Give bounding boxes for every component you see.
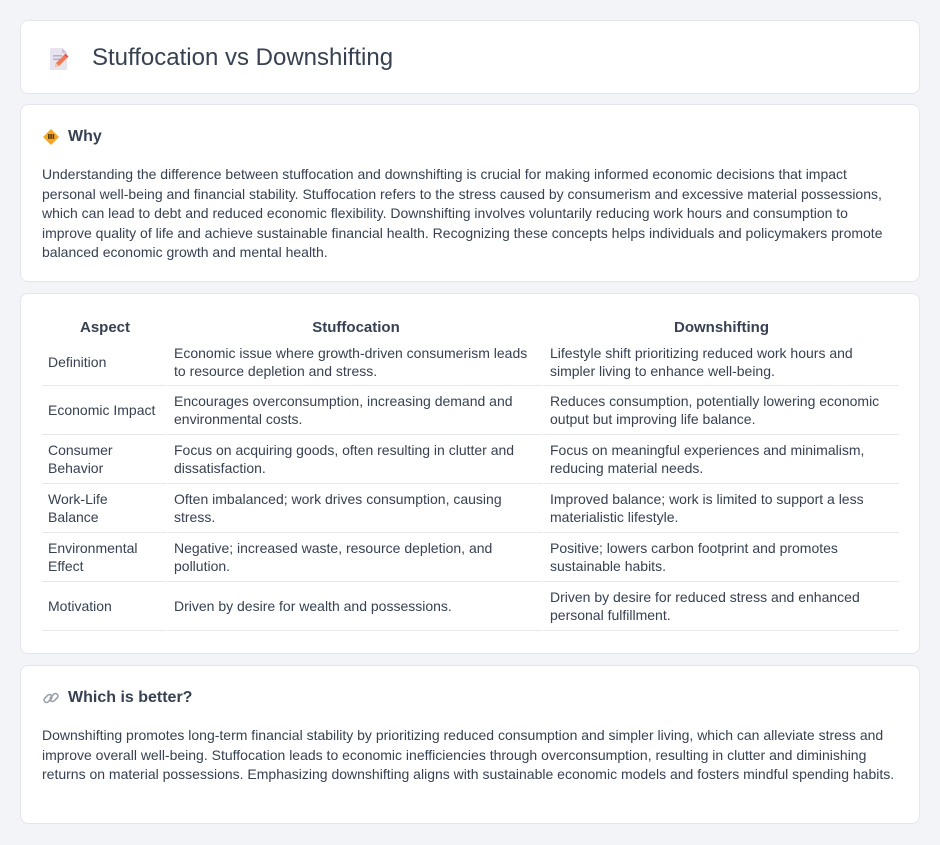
diamond-warning-icon bbox=[42, 128, 60, 146]
downshifting-cell: Improved balance; work is limited to support a less materialistic lifestyle. bbox=[544, 484, 899, 533]
page-title: Stuffocation vs Downshifting bbox=[92, 44, 394, 71]
stuffocation-cell: Encourages overconsumption, increasing demand and environmental costs. bbox=[168, 386, 544, 435]
better-text: Downshifting promotes long-term financial stability by prioritizing reduced consumption and simpler living, which can alleviate stress and improve overall well-being. Stuffocation leads to economic inefficiencies through overconsumption, resulting in clutter and diminishing returns on material possessions. Emphasizing downshifting aligns with sustainable economic models and fosters mindful spending habits. bbox=[42, 727, 895, 783]
aspect-cell: Environmental Effect bbox=[42, 533, 168, 582]
aspect-cell: Economic Impact bbox=[42, 386, 168, 435]
stuffocation-cell: Often imbalanced; work drives consumption, causing stress. bbox=[168, 484, 544, 533]
aspect-cell: Work-Life Balance bbox=[42, 484, 168, 533]
better-heading bbox=[42, 688, 192, 708]
aspect-cell: Definition bbox=[42, 338, 168, 386]
header-aspect: Aspect bbox=[79, 319, 131, 336]
header-downshifting: Downshifting bbox=[674, 319, 769, 336]
table-row bbox=[42, 484, 899, 533]
table-row bbox=[42, 386, 899, 435]
downshifting-cell: Focus on meaningful experiences and minimalism, reducing material needs. bbox=[544, 435, 899, 484]
comparison-table bbox=[42, 317, 899, 631]
table-row bbox=[42, 338, 899, 386]
why-text: Understanding the difference between stuffocation and downshifting is crucial for making informed economic decisions that impact personal well-being and financial stability. Stuffocation refers to the stress caused by consumerism and excessive material possessions, which can lead to debt and reduced economic flexibility. Downshifting involves voluntarily reducing work hours and consumption to improve quality of life and achieve sustainable financial health. Recognizing these concepts helps individuals and policymakers promote balanced economic growth and mental health. bbox=[42, 166, 883, 261]
header-stuffocation: Stuffocation bbox=[312, 319, 400, 336]
comparison-section bbox=[20, 293, 920, 654]
aspect-cell: Consumer Behavior bbox=[42, 435, 168, 484]
link-icon bbox=[42, 689, 60, 707]
downshifting-cell: Reduces consumption, potentially lowering economic output but improving life balance. bbox=[544, 386, 899, 435]
downshifting-cell: Driven by desire for reduced stress and enhanced personal fulfillment. bbox=[544, 582, 899, 631]
why-heading bbox=[42, 127, 102, 147]
aspect-cell: Motivation bbox=[42, 582, 168, 631]
stuffocation-cell: Focus on acquiring goods, often resulting in clutter and dissatisfaction. bbox=[168, 435, 544, 484]
document-pencil-icon bbox=[48, 47, 70, 71]
stuffocation-cell: Economic issue where growth-driven consumerism leads to resource depletion and stress. bbox=[168, 338, 544, 386]
stuffocation-cell: Driven by desire for wealth and possessions. bbox=[168, 582, 544, 631]
better-title: Which is better? bbox=[68, 689, 193, 706]
why-title: Why bbox=[68, 128, 102, 145]
table-header-row bbox=[42, 317, 899, 338]
downshifting-cell: Positive; lowers carbon footprint and promotes sustainable habits. bbox=[544, 533, 899, 582]
stuffocation-cell: Negative; increased waste, resource depletion, and pollution. bbox=[168, 533, 544, 582]
table-row bbox=[42, 533, 899, 582]
why-section bbox=[20, 104, 920, 282]
which-is-better-section bbox=[20, 665, 920, 824]
table-row bbox=[42, 582, 899, 631]
table-row bbox=[42, 435, 899, 484]
header-card bbox=[20, 20, 920, 94]
downshifting-cell: Lifestyle shift prioritizing reduced work hours and simpler living to enhance well-being. bbox=[544, 338, 899, 386]
